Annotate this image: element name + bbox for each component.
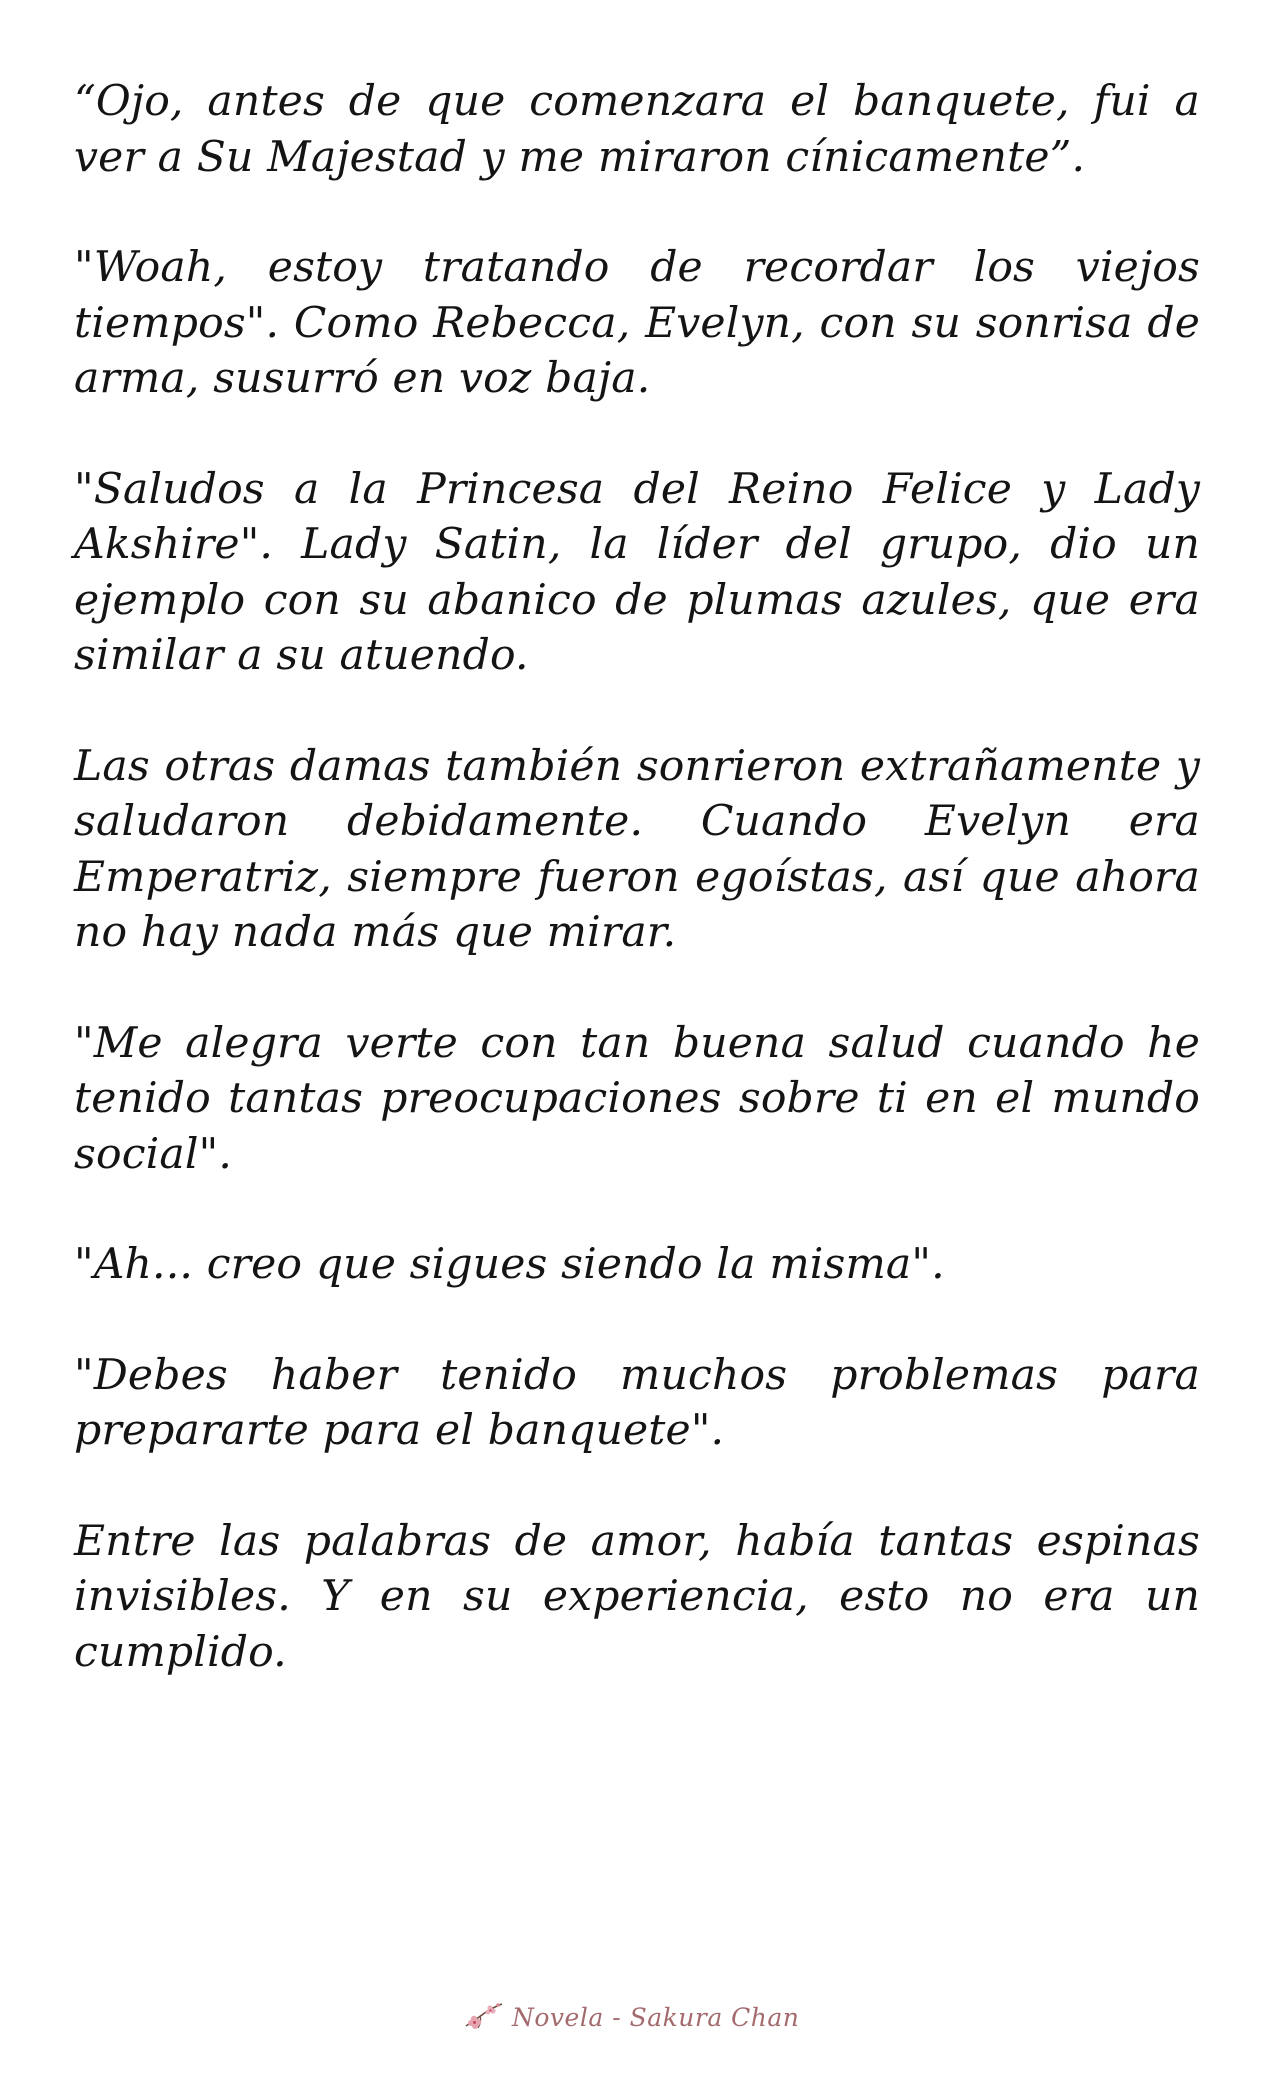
paragraph-7: "Debes haber tenido muchos problemas para prepararte para el banquete". — [74, 1350, 1200, 1455]
watermark — [464, 1996, 799, 2038]
paragraph-2: "Woah, estoy tratando de recordar los viejos tiempos". Como Rebecca, Evelyn, con su sonrisa de arma, susurró en voz baja. — [74, 243, 1200, 403]
watermark-text: Novela - Sakura Chan — [512, 2002, 800, 2032]
paragraph-8: Entre las palabras de amor, había tantas espinas invisibles. Y en su experiencia, esto no era un cumplido. — [74, 1516, 1200, 1677]
cherry-blossom-icon — [464, 2000, 504, 2034]
paragraph-3: "Saludos a la Princesa del Reino Felice y Lady Akshire". Lady Satin, la líder del grupo, dio un ejemplo con su abanico de plumas azules, que era similar a su atuendo. — [74, 464, 1200, 680]
text-body — [74, 74, 1200, 1735]
paragraph-1: “Ojo, antes de que comenzara el banquete, fui a ver a Su Majestad y me miraron cínicamente”. — [74, 77, 1200, 182]
paragraph-5: "Me alegra verte con tan buena salud cuando he tenido tantas preocupaciones sobre ti en el mundo social". — [74, 1018, 1200, 1179]
paragraph-6: "Ah... creo que sigues siendo la misma". — [74, 1240, 945, 1289]
paragraph-4: Las otras damas también sonrieron extrañamente y saludaron debidamente. Cuando Evelyn era Emperatriz, siempre fueron egoístas, así que ahora no hay nada más que mirar. — [74, 741, 1200, 957]
